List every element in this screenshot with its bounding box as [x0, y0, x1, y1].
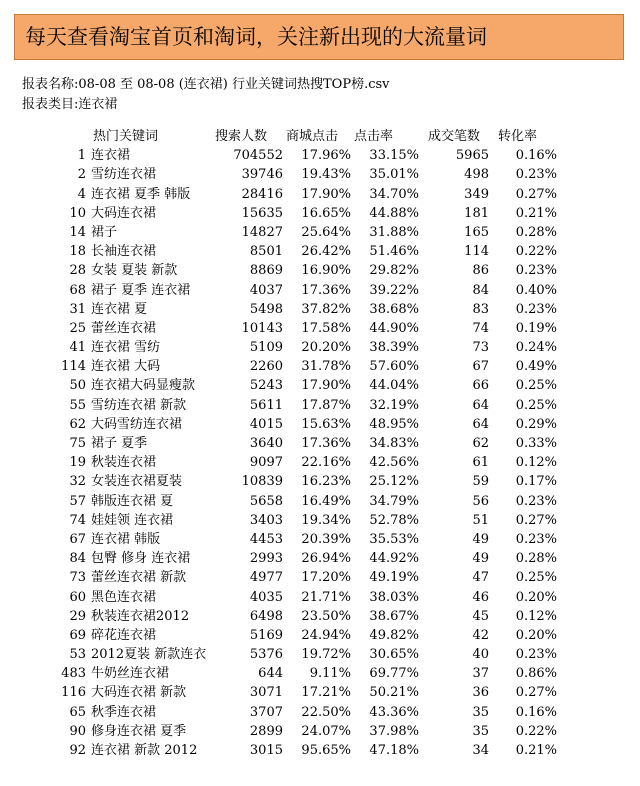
- cell-rank: 60: [69, 589, 86, 605]
- header-ctr: 点击率: [354, 129, 394, 144]
- cell-keyword: 连衣裙 雪纺: [91, 340, 161, 356]
- cell-deals: 35: [472, 723, 489, 739]
- cell-conversion: 0.19%: [515, 320, 557, 336]
- table-body: [0, 146, 640, 760]
- cell-ctr: 43.36%: [369, 704, 419, 720]
- cell-rank: 50: [69, 378, 86, 394]
- cell-mall-click: 17.96%: [301, 148, 351, 164]
- cell-rank: 32: [69, 474, 86, 490]
- cell-mall-click: 16.65%: [301, 205, 351, 221]
- cell-rank: 65: [69, 704, 86, 720]
- cell-rank: 69: [69, 627, 86, 643]
- cell-conversion: 0.25%: [515, 570, 557, 586]
- cell-ctr: 30.65%: [369, 647, 419, 663]
- cell-deals: 62: [472, 436, 489, 451]
- cell-keyword: 长袖连衣裙: [91, 244, 157, 260]
- cell-ctr: 69.77%: [369, 666, 419, 682]
- cell-keyword: 连衣裙大码显瘦款: [91, 378, 196, 394]
- cell-deals: 59: [472, 474, 489, 490]
- table-row: [0, 511, 640, 530]
- table-header: [0, 127, 640, 146]
- cell-rank: 28: [69, 263, 86, 279]
- cell-ctr: 25.12%: [369, 474, 419, 490]
- cell-deals: 37: [472, 666, 489, 682]
- cell-rank: 53: [69, 647, 86, 663]
- cell-keyword: 包臀 修身 连衣裙: [91, 551, 191, 567]
- cell-rank: 74: [69, 512, 86, 528]
- cell-searches: 704552: [233, 148, 283, 164]
- cell-keyword: 韩版连衣裙 夏: [91, 493, 174, 509]
- cell-deals: 40: [472, 647, 489, 663]
- cell-mall-click: 26.94%: [301, 551, 351, 567]
- cell-conversion: 0.21%: [515, 205, 557, 221]
- cell-conversion: 0.27%: [515, 186, 557, 202]
- cell-ctr: 37.98%: [369, 723, 419, 739]
- cell-rank: 67: [69, 531, 86, 547]
- cell-searches: 9097: [249, 455, 283, 471]
- cell-rank: 19: [69, 455, 86, 471]
- cell-deals: 498: [464, 167, 489, 183]
- cell-ctr: 49.82%: [369, 627, 419, 643]
- cell-conversion: 0.21%: [515, 743, 557, 758]
- cell-rank: 2: [77, 167, 86, 183]
- cell-keyword: 裙子 夏季 连衣裙: [91, 282, 191, 298]
- cell-conversion: 0.27%: [515, 685, 557, 701]
- cell-deals: 46: [472, 589, 489, 605]
- cell-keyword: 女装连衣裙夏装: [91, 474, 183, 490]
- cell-keyword: 裙子 夏季: [91, 436, 148, 451]
- cell-ctr: 50.21%: [369, 685, 419, 701]
- table-row: [0, 281, 640, 300]
- cell-conversion: 0.16%: [515, 704, 557, 720]
- cell-searches: 5109: [249, 340, 283, 356]
- cell-conversion: 0.12%: [515, 608, 557, 624]
- cell-conversion: 0.25%: [515, 397, 557, 413]
- cell-deals: 64: [472, 397, 489, 413]
- cell-mall-click: 31.78%: [301, 359, 351, 375]
- cell-searches: 10143: [241, 320, 283, 336]
- cell-keyword: 牛奶丝连衣裙: [91, 666, 170, 682]
- cell-keyword: 黑色连衣裙: [91, 589, 157, 605]
- cell-mall-click: 19.34%: [301, 512, 351, 528]
- cell-conversion: 0.23%: [515, 647, 557, 663]
- cell-mall-click: 17.90%: [301, 186, 351, 202]
- cell-mall-click: 17.21%: [301, 685, 351, 701]
- cell-conversion: 0.23%: [515, 167, 557, 183]
- cell-mall-click: 24.07%: [301, 723, 351, 739]
- table-row: [0, 703, 640, 722]
- cell-deals: 349: [464, 186, 489, 202]
- cell-deals: 74: [472, 320, 489, 336]
- cell-deals: 86: [472, 263, 489, 279]
- cell-conversion: 0.40%: [515, 282, 557, 298]
- cell-ctr: 47.18%: [369, 743, 419, 758]
- cell-deals: 51: [472, 512, 489, 528]
- cell-keyword: 秋季连衣裙: [91, 704, 157, 720]
- cell-searches: 10839: [241, 474, 283, 490]
- cell-keyword: 连衣裙 大码: [91, 359, 161, 375]
- cell-mall-click: 9.11%: [309, 666, 351, 682]
- cell-deals: 114: [464, 244, 489, 260]
- cell-ctr: 34.83%: [369, 436, 419, 451]
- cell-mall-click: 20.20%: [301, 340, 351, 356]
- table-row: [0, 357, 640, 376]
- cell-keyword: 大码连衣裙 新款: [91, 685, 187, 701]
- table-row: [0, 626, 640, 645]
- cell-keyword: 连衣裙 韩版: [91, 531, 161, 547]
- table-row: [0, 645, 640, 664]
- cell-searches: 4977: [249, 570, 283, 586]
- cell-keyword: 大码连衣裙: [91, 205, 157, 221]
- cell-deals: 42: [472, 627, 489, 643]
- table-row: [0, 261, 640, 280]
- cell-searches: 5611: [249, 397, 283, 413]
- cell-mall-click: 17.58%: [301, 320, 351, 336]
- cell-searches: 5243: [249, 378, 283, 394]
- cell-mall-click: 23.50%: [301, 608, 351, 624]
- cell-keyword: 连衣裙 夏季 韩版: [91, 186, 191, 202]
- cell-searches: 6498: [249, 608, 283, 624]
- cell-conversion: 0.20%: [515, 589, 557, 605]
- table-row: [0, 530, 640, 549]
- cell-mall-click: 22.50%: [301, 704, 351, 720]
- cell-deals: 47: [472, 570, 489, 586]
- cell-rank: 31: [69, 301, 86, 317]
- cell-searches: 5376: [249, 647, 283, 663]
- cell-keyword: 蕾丝连衣裙: [91, 320, 157, 336]
- cell-ctr: 35.01%: [369, 167, 419, 183]
- cell-conversion: 0.24%: [515, 340, 557, 356]
- cell-deals: 45: [472, 608, 489, 624]
- table-row: [0, 185, 640, 204]
- cell-conversion: 0.20%: [515, 627, 557, 643]
- cell-searches: 2899: [249, 723, 283, 739]
- cell-rank: 68: [69, 282, 86, 298]
- cell-mall-click: 21.71%: [301, 589, 351, 605]
- cell-searches: 5658: [249, 493, 283, 509]
- cell-ctr: 38.68%: [369, 301, 419, 317]
- cell-keyword: 大码雪纺连衣裙: [91, 416, 183, 432]
- header-keyword: 热门关键词: [93, 129, 159, 144]
- cell-mall-click: 24.94%: [301, 627, 351, 643]
- cell-searches: 5498: [249, 301, 283, 317]
- cell-searches: 28416: [241, 186, 283, 202]
- cell-rank: 75: [69, 436, 86, 451]
- cell-mall-click: 17.20%: [301, 570, 351, 586]
- table-row: [0, 664, 640, 683]
- table-row: [0, 568, 640, 587]
- cell-searches: 2993: [249, 551, 283, 567]
- cell-searches: 15635: [241, 205, 283, 221]
- cell-conversion: 0.27%: [515, 512, 557, 528]
- cell-conversion: 0.49%: [515, 359, 557, 375]
- cell-ctr: 44.88%: [369, 205, 419, 221]
- table-row: [0, 453, 640, 472]
- table-row: [0, 204, 640, 223]
- cell-rank: 14: [69, 224, 86, 240]
- cell-deals: 49: [472, 551, 489, 567]
- table-row: [0, 741, 640, 760]
- header-searches: 搜索人数: [215, 129, 268, 144]
- cell-mall-click: 17.36%: [301, 282, 351, 298]
- cell-mall-click: 22.16%: [301, 455, 351, 471]
- cell-conversion: 0.33%: [515, 436, 557, 451]
- cell-deals: 83: [472, 301, 489, 317]
- cell-rank: 41: [69, 340, 86, 356]
- cell-searches: 3707: [249, 704, 283, 720]
- cell-ctr: 48.95%: [369, 416, 419, 432]
- cell-keyword: 蕾丝连衣裙 新款: [91, 570, 187, 586]
- cell-rank: 57: [69, 493, 86, 509]
- cell-deals: 56: [472, 493, 489, 509]
- table-row: [0, 146, 640, 165]
- cell-rank: 1: [77, 148, 86, 164]
- cell-keyword: 雪纺连衣裙: [91, 167, 157, 183]
- report-name: 报表名称:08-08 至 08-08 (连衣裙) 行业关键词热搜TOP榜.csv: [22, 77, 390, 92]
- cell-ctr: 33.15%: [369, 148, 419, 164]
- cell-ctr: 38.03%: [369, 589, 419, 605]
- cell-keyword: 碎花连衣裙: [91, 627, 157, 643]
- cell-mall-click: 19.72%: [301, 647, 351, 663]
- cell-deals: 5965: [455, 148, 489, 164]
- table-row: [0, 338, 640, 357]
- cell-searches: 4453: [249, 531, 283, 547]
- cell-ctr: 44.04%: [369, 378, 419, 394]
- cell-searches: 5169: [249, 627, 283, 643]
- table-row: [0, 300, 640, 319]
- cell-deals: 73: [472, 340, 489, 356]
- cell-mall-click: 17.90%: [301, 378, 351, 394]
- table-row: [0, 223, 640, 242]
- table-row: [0, 376, 640, 395]
- cell-keyword: 娃娃领 连衣裙: [91, 512, 174, 528]
- cell-searches: 3640: [249, 436, 283, 451]
- cell-searches: 39746: [241, 167, 283, 183]
- cell-ctr: 44.92%: [369, 551, 419, 567]
- cell-deals: 84: [472, 282, 489, 298]
- cell-conversion: 0.28%: [515, 551, 557, 567]
- page-banner: 每天查看淘宝首页和淘词，关注新出现的大流量词: [14, 14, 624, 60]
- cell-ctr: 29.82%: [369, 263, 419, 279]
- cell-deals: 61: [472, 455, 489, 471]
- cell-ctr: 34.79%: [369, 493, 419, 509]
- cell-deals: 66: [472, 378, 489, 394]
- table-row: [0, 683, 640, 702]
- cell-mall-click: 16.90%: [301, 263, 351, 279]
- cell-deals: 67: [472, 359, 489, 375]
- cell-rank: 62: [69, 416, 86, 432]
- cell-conversion: 0.23%: [515, 263, 557, 279]
- cell-ctr: 49.19%: [369, 570, 419, 586]
- table-row: [0, 396, 640, 415]
- cell-conversion: 0.17%: [515, 474, 557, 490]
- cell-conversion: 0.22%: [515, 244, 557, 260]
- cell-conversion: 0.23%: [515, 493, 557, 509]
- table-row: [0, 415, 640, 434]
- table-row: [0, 434, 640, 453]
- header-conversion: 转化率: [498, 129, 538, 144]
- cell-mall-click: 16.23%: [301, 474, 351, 490]
- cell-ctr: 39.22%: [369, 282, 419, 298]
- cell-conversion: 0.29%: [515, 416, 557, 432]
- cell-conversion: 0.23%: [515, 301, 557, 317]
- cell-rank: 116: [61, 685, 86, 701]
- cell-deals: 64: [472, 416, 489, 432]
- cell-rank: 29: [69, 608, 86, 624]
- cell-mall-click: 16.49%: [301, 493, 351, 509]
- cell-keyword: 裙子: [91, 224, 118, 240]
- header-mall-click: 商城点击: [286, 129, 339, 144]
- cell-conversion: 0.22%: [515, 723, 557, 739]
- cell-searches: 3071: [249, 685, 283, 701]
- cell-keyword: 2012夏装 新款连衣: [91, 647, 207, 663]
- cell-rank: 92: [69, 743, 86, 758]
- cell-rank: 90: [69, 723, 86, 739]
- cell-conversion: 0.12%: [515, 455, 557, 471]
- cell-mall-click: 95.65%: [301, 743, 351, 758]
- cell-deals: 165: [464, 224, 489, 240]
- keyword-table: [0, 127, 640, 760]
- cell-keyword: 女装 夏装 新款: [91, 263, 178, 279]
- cell-mall-click: 37.82%: [301, 301, 351, 317]
- cell-rank: 10: [69, 205, 86, 221]
- report-category: 报表类目:连衣裙: [22, 97, 118, 112]
- table-row: [0, 319, 640, 338]
- cell-keyword: 连衣裙 新款 2012: [91, 743, 198, 758]
- cell-mall-click: 25.64%: [301, 224, 351, 240]
- cell-conversion: 0.23%: [515, 531, 557, 547]
- cell-ctr: 38.67%: [369, 608, 419, 624]
- table-row: [0, 588, 640, 607]
- cell-searches: 4015: [249, 416, 283, 432]
- cell-ctr: 38.39%: [369, 340, 419, 356]
- table-row: [0, 492, 640, 511]
- cell-searches: 8501: [249, 244, 283, 260]
- cell-searches: 4037: [249, 282, 283, 298]
- cell-rank: 483: [61, 666, 86, 682]
- cell-ctr: 31.88%: [369, 224, 419, 240]
- cell-mall-click: 20.39%: [301, 531, 351, 547]
- cell-ctr: 34.70%: [369, 186, 419, 202]
- cell-rank: 25: [69, 320, 86, 336]
- cell-keyword: 秋装连衣裙2012: [91, 608, 190, 624]
- table-row: [0, 607, 640, 626]
- cell-mall-click: 19.43%: [301, 167, 351, 183]
- cell-mall-click: 17.36%: [301, 436, 351, 451]
- cell-ctr: 42.56%: [369, 455, 419, 471]
- cell-ctr: 35.53%: [369, 531, 419, 547]
- table-row: [0, 549, 640, 568]
- cell-rank: 114: [61, 359, 86, 375]
- cell-searches: 3015: [249, 743, 283, 758]
- table-row: [0, 722, 640, 741]
- cell-deals: 35: [472, 704, 489, 720]
- table-row: [0, 242, 640, 261]
- cell-rank: 84: [69, 551, 86, 567]
- header-deals: 成交笔数: [428, 129, 481, 144]
- cell-deals: 49: [472, 531, 489, 547]
- cell-searches: 2260: [249, 359, 283, 375]
- cell-searches: 14827: [241, 224, 283, 240]
- cell-deals: 181: [464, 205, 489, 221]
- cell-keyword: 秋装连衣裙: [91, 455, 157, 471]
- cell-keyword: 修身连衣裙 夏季: [91, 723, 187, 739]
- cell-mall-click: 26.42%: [301, 244, 351, 260]
- cell-ctr: 32.19%: [369, 397, 419, 413]
- cell-keyword: 连衣裙 夏: [91, 301, 148, 317]
- cell-conversion: 0.86%: [515, 666, 557, 682]
- cell-rank: 55: [69, 397, 86, 413]
- cell-ctr: 44.90%: [369, 320, 419, 336]
- cell-mall-click: 15.63%: [301, 416, 351, 432]
- cell-searches: 4035: [249, 589, 283, 605]
- cell-searches: 3403: [249, 512, 283, 528]
- cell-ctr: 52.78%: [369, 512, 419, 528]
- cell-keyword: 雪纺连衣裙 新款: [91, 397, 187, 413]
- cell-rank: 4: [77, 186, 86, 202]
- cell-rank: 73: [69, 570, 86, 586]
- table-row: [0, 472, 640, 491]
- cell-ctr: 57.60%: [369, 359, 419, 375]
- cell-conversion: 0.16%: [515, 148, 557, 164]
- table-row: [0, 165, 640, 184]
- cell-mall-click: 17.87%: [301, 397, 351, 413]
- cell-keyword: 连衣裙: [91, 148, 131, 164]
- cell-conversion: 0.28%: [515, 224, 557, 240]
- cell-conversion: 0.25%: [515, 378, 557, 394]
- cell-deals: 34: [472, 743, 489, 758]
- cell-ctr: 51.46%: [369, 244, 419, 260]
- cell-rank: 18: [69, 244, 86, 260]
- cell-searches: 644: [258, 666, 283, 682]
- cell-searches: 8869: [249, 263, 283, 279]
- cell-deals: 36: [472, 685, 489, 701]
